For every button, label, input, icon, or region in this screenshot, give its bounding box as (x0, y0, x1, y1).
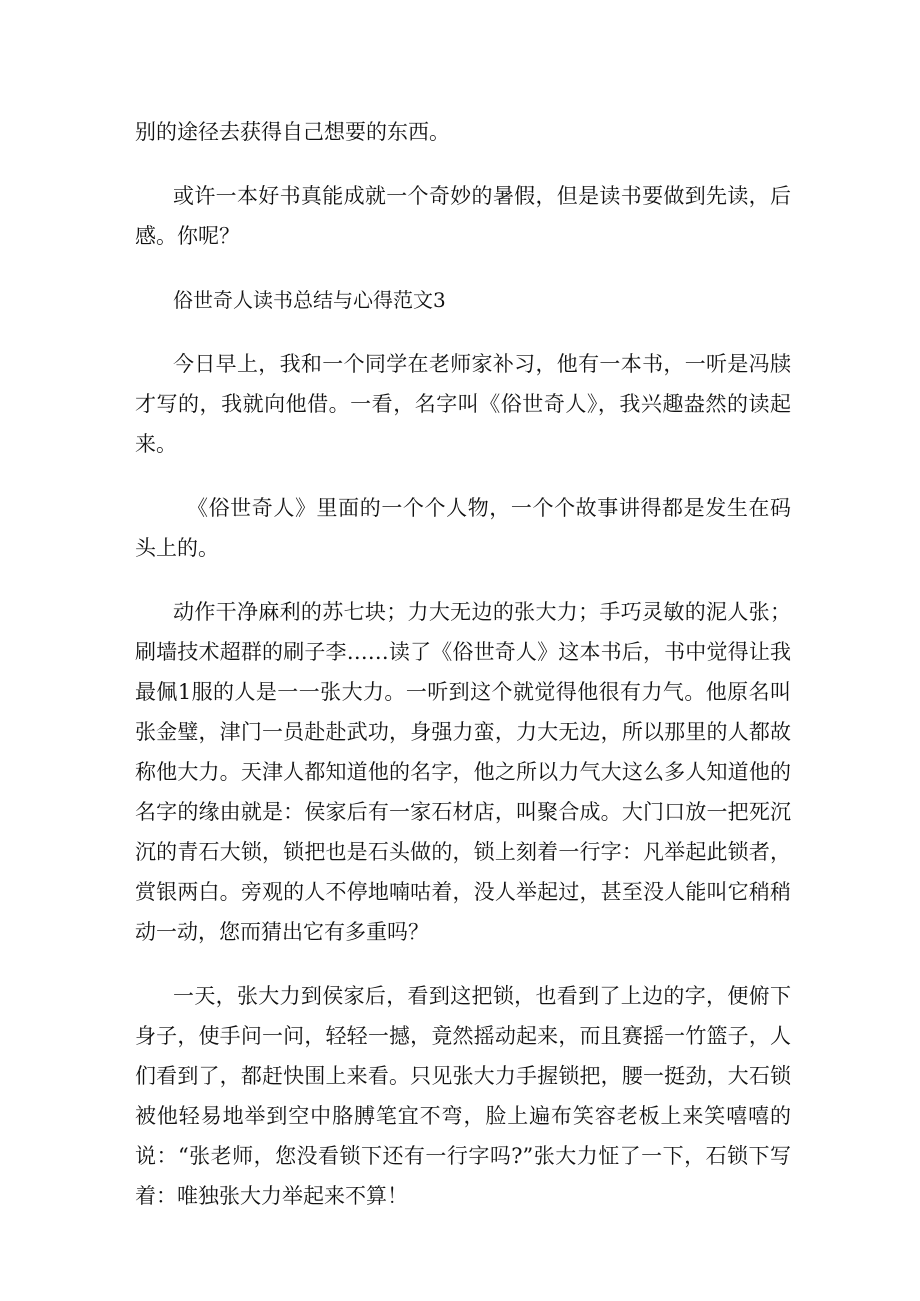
paragraph-intro: 今日早上，我和一个同学在老师家补习，他有一本书，一听是冯牍才写的，我就向他借。一看，名字叫《俗世奇人》，我兴趣盎然的读起来。 (135, 352, 791, 456)
paragraph-characters: 动作干净麻利的苏七块；力大无边的张大力；手巧灵敏的泥人张；刷墙技术超群的刷子李……读了《俗世奇人》这本书后，书中觉得让我最佩1服的人是一一张大力。一听到这个就觉得他很有力气。他原名叫张金璧，津门一员赴赴武功，身强力蛮，力大无边，所以那里的人都故称他大力。天津人都知道他的名字，他之所以力气大这么多人知道他的名字的缘由就是：侯家后有一家石材店，叫聚合成。大门口放一把死沉沉的青石大锁，锁把也是石头做的，锁上刻着一行字：凡举起此锁者，赏银两白。旁观的人不停地喃咕着，没人举起过，甚至没人能叫它稍稍动一动，您而猜出它有多重吗？ (135, 600, 791, 944)
document-body (135, 112, 791, 1216)
paragraph-book-overview: 《俗世奇人》里面的一个个人物，一个个故事讲得都是发生在码头上的。 (135, 496, 791, 560)
paragraph-summer-reading: 或许一本好书真能成就一个奇妙的暑假，但是读书要做到先读，后感。你呢？ (135, 184, 791, 248)
paragraph-story: 一天，张大力到侯家后，看到这把锁，也看到了上边的字，便俯下身子，使手问一问，轻轻一撼，竟然摇动起来，而且赛摇一竹篮子，人们看到了，都赶快围上来看。只见张大力手握锁把，腰一挺劲，大石锁被他轻易地举到空中胳膊笔宜不弯，脸上遍布笑容老板上来笑嘻嘻的说：“张老师，您没看锁下还有一行字吗?”张大力怔了一下，石锁下写着：唯独张大力举起来不算！ (135, 984, 791, 1208)
section-heading: 俗世奇人读书总结与心得范文3 (173, 288, 446, 312)
paragraph-continuation: 别的途径去获得自己想要的东西。 (135, 120, 450, 144)
